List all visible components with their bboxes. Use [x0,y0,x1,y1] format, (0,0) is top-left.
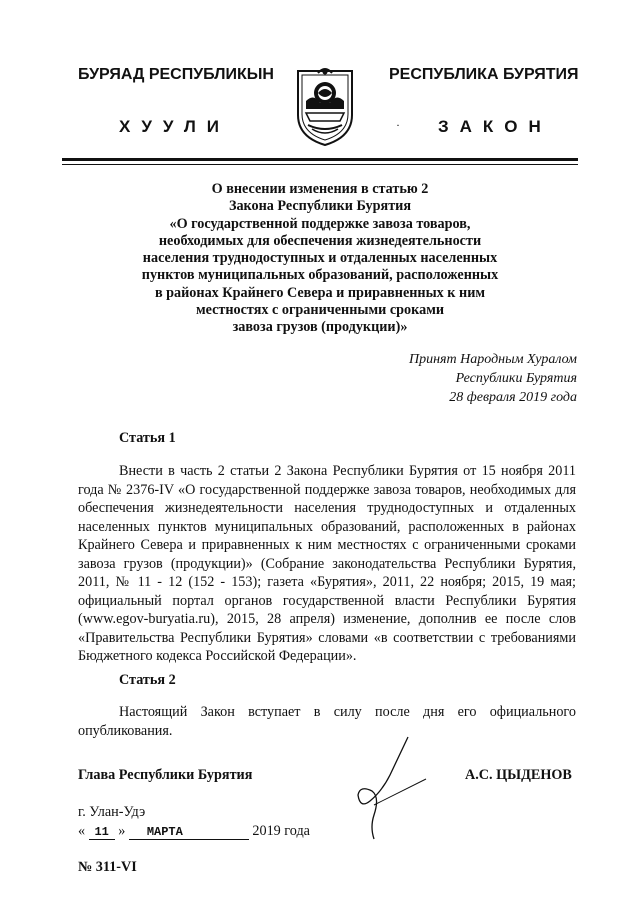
signatory-name: А.С. ЦЫДЕНОВ [465,767,572,783]
title-line: необходимых для обеспечения жизнедеятельности [158,232,482,249]
article-2-body [78,703,576,740]
header-rule-thick [62,158,578,161]
header-right-doc-type: ЗАКОН [438,117,552,136]
date-year: 2019 года [252,823,310,839]
signatory-title: Глава Республики Бурятия [78,767,253,783]
article-1-heading: Статья 1 [119,430,176,446]
adoption-line-2: Республики Бурятия [455,371,577,386]
title-line: пунктов муниципальных образований, расположенных [141,267,499,284]
place-of-signing: г. Улан-Удэ [78,804,146,820]
header-left-doc-type: ХУУЛИ [119,117,230,136]
scan-dot: · [396,118,400,132]
signing-date [78,823,310,840]
date-month: МАРТА [129,825,249,840]
title-line: населения труднодоступных и отдаленных населенных [142,250,498,267]
article-2-text: Настоящий Закон вступает в силу после дня его официального опубликования. [78,704,576,739]
title-line: завоза грузов (продукции)» [232,319,408,336]
header-right-title: РЕСПУБЛИКА БУРЯТИЯ [389,66,579,83]
title-line: местностях с ограниченными сроками [195,302,445,319]
law-title [100,181,540,337]
adoption-date: 28 февраля 2019 года [449,390,577,405]
law-number: № 311-VI [78,859,137,875]
handwritten-signature [330,735,450,840]
title-line: «О государственной поддержке завоза товаров, [169,215,471,232]
date-day: 11 [89,825,115,840]
article-1-text: Внести в часть 2 статьи 2 Закона Республики Бурятия от 15 ноября 2011 года № 2376-IV «О государственной поддержке завоза товаров, необходимых для обеспечения жизнедеятельности населения труднодоступных и отдаленных населенных пунктов муниципальных образований, расположенных в районах Крайнего Севера и приравненных к ним местностях с ограниченными сроками завоза грузов (продукции)» (Собрание законодательства Республики Бурятия, 2011, № 11 - 12 (152 - 153); газета «Бурятия», 2011, 22 ноября; 2015, 19 мая; официальный портал органов государственной власти Республики Бурятия (www.egov-buryatia.ru), 2015, 28 апреля) изменение, дополнив ее после слов «Правительства Республики Бурятия» словами «в соответствии с требованиями Бюджетного кодекса Российской Федерации». [78,463,576,664]
title-line: Закона Республики Бурятия [228,198,412,215]
date-close-quote: » [118,823,126,839]
header-rule-thin [62,164,578,165]
article-1-body [78,462,576,666]
title-line: О внесении изменения в статью 2 [211,181,429,197]
adoption-line-1: Принят Народным Хуралом [408,352,577,367]
article-2-heading: Статья 2 [119,672,176,688]
header-left-title: БУРЯАД РЕСПУБЛИКЫН [78,66,274,83]
adoption-note [409,350,577,407]
coat-of-arms-emblem [294,63,356,147]
date-open-quote: « [78,823,86,839]
title-line: в районах Крайнего Севера и приравненных к ним [154,284,486,301]
